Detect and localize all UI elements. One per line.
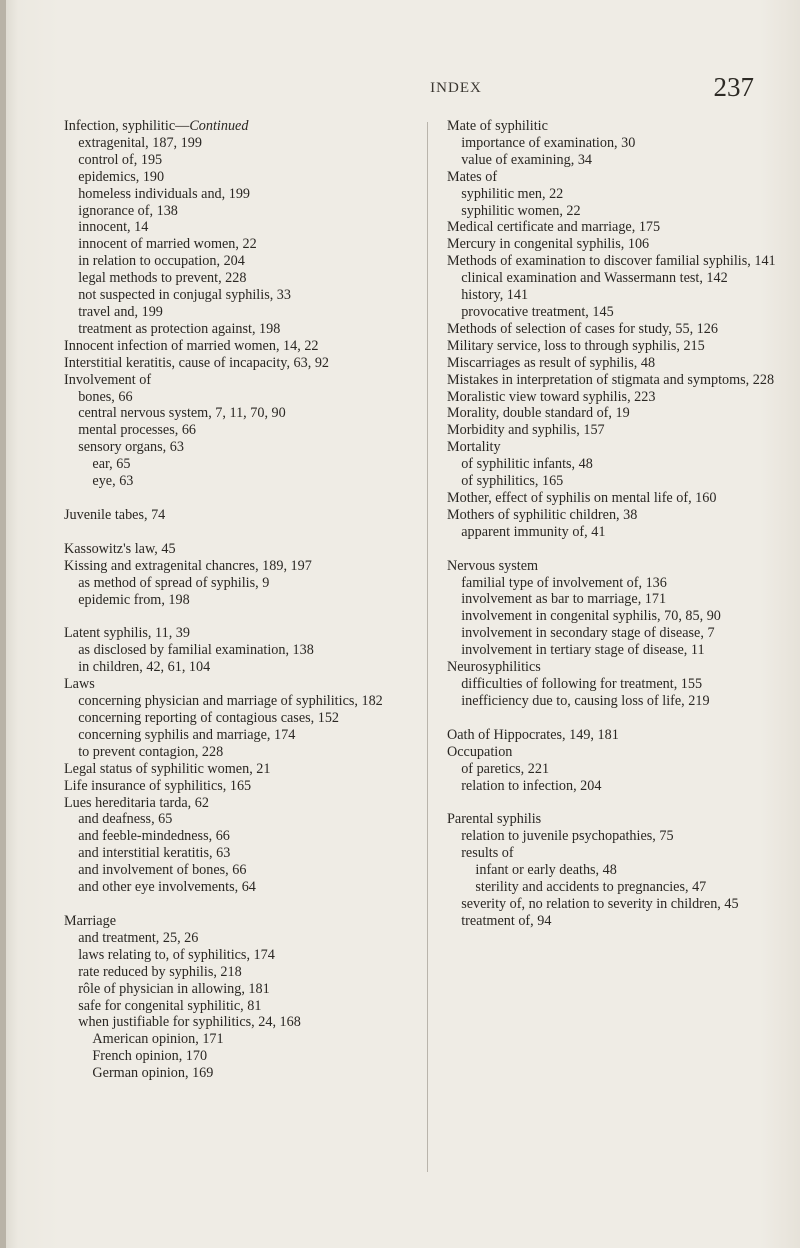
index-entry-continued: Continued xyxy=(189,118,249,134)
index-entry-text: Mistakes in interpretation of stigmata and symptoms, 228 xyxy=(447,371,775,388)
index-entry-text: and other eye involvements, 64 xyxy=(78,879,256,896)
index-subentry xyxy=(64,219,426,236)
index-subentry xyxy=(64,1048,426,1065)
index-entry-text: when justifiable for syphilitics, 24, 168 xyxy=(78,1014,301,1031)
running-header-title: INDEX xyxy=(430,80,482,96)
index-entry-text: bones, 66 xyxy=(78,388,133,405)
index-subentry xyxy=(64,947,426,964)
index-subentry xyxy=(64,693,426,710)
index-subentry xyxy=(447,761,783,778)
index-entry-text: treatment as protection against, 198 xyxy=(78,320,281,337)
index-entry-text: Methods of examination to discover familial syphilis, 141 xyxy=(447,253,776,270)
index-subentry xyxy=(447,693,783,710)
index-entry-text: innocent, 14 xyxy=(78,219,149,236)
index-entry-text: mental processes, 66 xyxy=(78,422,197,439)
index-entry-text: inefficiency due to, causing loss of life, 219 xyxy=(461,692,710,709)
index-entry xyxy=(64,676,426,693)
index-entry xyxy=(447,219,783,236)
index-entry-text: homeless individuals and, 199 xyxy=(78,185,251,202)
index-entry xyxy=(64,778,426,795)
index-entry-text: American opinion, 171 xyxy=(92,1031,224,1048)
index-subentry xyxy=(64,169,426,186)
index-entry-text: travel and, 199 xyxy=(78,303,163,320)
index-entry xyxy=(447,389,783,406)
index-subentry xyxy=(64,981,426,998)
index-subentry xyxy=(64,439,426,456)
index-entry-text: Lues hereditaria tarda, 62 xyxy=(64,794,209,811)
index-subentry xyxy=(64,135,426,152)
index-entry-text: sensory organs, 63 xyxy=(78,439,184,456)
index-column-left xyxy=(64,118,426,1082)
index-entry xyxy=(64,913,426,930)
index-entry-text: Occupation xyxy=(447,743,513,760)
index-entry-text: concerning reporting of contagious cases, 152 xyxy=(78,710,340,726)
index-subentry xyxy=(64,236,426,253)
index-entry-text: and treatment, 25, 26 xyxy=(78,929,199,946)
index-entry-text: Oath of Hippocrates, 149, 181 xyxy=(447,726,619,743)
index-subentry xyxy=(447,524,783,541)
index-entry xyxy=(447,727,783,744)
index-entry-text: Military service, loss to through syphilis, 215 xyxy=(447,337,705,354)
index-subentry xyxy=(447,575,783,592)
index-entry-text: ignorance of, 138 xyxy=(78,202,178,219)
index-subentry xyxy=(447,828,783,845)
index-subentry xyxy=(447,456,783,473)
index-subentry xyxy=(447,608,783,625)
index-entry-text: Latent syphilis, 11, 39 xyxy=(64,625,190,642)
index-entry-text: results of xyxy=(461,845,514,862)
index-entry-text: relation to infection, 204 xyxy=(461,777,602,794)
index-subentry xyxy=(447,642,783,659)
index-subentry xyxy=(447,304,783,321)
index-entry-text: Mortality xyxy=(447,439,501,456)
index-subentry xyxy=(64,642,426,659)
index-subentry xyxy=(447,913,783,930)
index-subentry xyxy=(64,186,426,203)
index-entry xyxy=(64,761,426,778)
index-subentry xyxy=(64,964,426,981)
index-subentry xyxy=(64,727,426,744)
index-entry-text: legal methods to prevent, 228 xyxy=(78,270,247,287)
index-entry-text: Parental syphilis xyxy=(447,811,542,828)
index-entry xyxy=(447,439,783,456)
index-entry-text: Kassowitz's law, 45 xyxy=(64,540,176,557)
index-subentry xyxy=(64,287,426,304)
index-entry-text: relation to juvenile psychopathies, 75 xyxy=(461,828,674,845)
index-subentry xyxy=(447,879,783,896)
index-entry-text: extragenital, 187, 199 xyxy=(78,134,202,151)
index-entry-text: of syphilitics, 165 xyxy=(461,473,564,490)
index-entry-text: Neurosyphilitics xyxy=(447,659,541,676)
index-entry-text: as disclosed by familial examination, 138 xyxy=(78,642,314,659)
index-subentry xyxy=(64,575,426,592)
page-spine-shadow xyxy=(0,0,6,1248)
index-subentry xyxy=(64,592,426,609)
index-entry xyxy=(64,795,426,812)
index-subentry xyxy=(64,862,426,879)
index-entry-text: Mercury in congenital syphilis, 106 xyxy=(447,236,650,253)
index-entry xyxy=(64,372,426,389)
index-subentry xyxy=(64,845,426,862)
index-entry-text: familial type of involvement of, 136 xyxy=(461,574,667,591)
index-subentry xyxy=(64,879,426,896)
index-entry-text: Involvement of xyxy=(64,371,152,388)
index-entry-text: Methods of selection of cases for study, 55, 126 xyxy=(447,320,718,337)
index-subentry xyxy=(447,845,783,862)
index-entry-text: and feeble-mindedness, 66 xyxy=(78,828,230,845)
index-subentry xyxy=(447,625,783,642)
index-entry-text: Medical certificate and marriage, 175 xyxy=(447,219,661,236)
index-entry-text: ear, 65 xyxy=(92,456,131,473)
index-subentry xyxy=(447,152,783,169)
index-subentry xyxy=(447,135,783,152)
index-subentry xyxy=(64,1031,426,1048)
index-entry-text: apparent immunity of, 41 xyxy=(461,523,606,540)
index-entry-text: Laws xyxy=(64,676,95,693)
index-entry xyxy=(447,236,783,253)
index-subentry xyxy=(64,321,426,338)
index-entry-text: safe for congenital syphilitic, 81 xyxy=(78,997,262,1014)
index-subentry xyxy=(447,862,783,879)
index-entry-text: in relation to occupation, 204 xyxy=(78,253,245,270)
index-entry xyxy=(447,422,783,439)
index-entry-text: as method of spread of syphilis, 9 xyxy=(78,574,270,591)
index-column-right xyxy=(447,118,783,930)
index-entry-text: Mother, effect of syphilis on mental life of, 160 xyxy=(447,489,717,506)
index-entry-text: and deafness, 65 xyxy=(78,811,173,828)
index-entry-text: and interstitial keratitis, 63 xyxy=(78,845,231,862)
index-subentry xyxy=(64,253,426,270)
index-entry-text: and involvement of bones, 66 xyxy=(78,862,247,879)
index-subentry xyxy=(64,1014,426,1031)
index-entry xyxy=(64,355,426,372)
index-entry xyxy=(64,558,426,575)
index-entry xyxy=(64,507,426,524)
index-entry-text: syphilitic women, 22 xyxy=(461,202,581,219)
index-entry-text: central nervous system, 7, 11, 70, 90 xyxy=(78,405,286,422)
index-entry-text: concerning syphilis and marriage, 174 xyxy=(78,726,296,743)
index-entry-text: laws relating to, of syphilitics, 174 xyxy=(78,946,275,963)
index-entry xyxy=(447,169,783,186)
index-entry xyxy=(64,541,426,558)
index-entry-text: Life insurance of syphilitics, 165 xyxy=(64,777,252,794)
index-entry-text: Juvenile tabes, 74 xyxy=(64,506,166,523)
index-entry-text: involvement in congenital syphilis, 70, 85, 90 xyxy=(461,608,721,625)
index-entry xyxy=(447,659,783,676)
index-entry-text: infant or early deaths, 48 xyxy=(475,862,617,879)
index-entry xyxy=(64,118,426,135)
index-entry xyxy=(64,338,426,355)
index-entry-text: French opinion, 170 xyxy=(92,1048,208,1065)
index-entry xyxy=(64,625,426,642)
index-subentry xyxy=(447,676,783,693)
index-entry-text: Mothers of syphilitic children, 38 xyxy=(447,506,638,523)
index-entry-text: epidemic from, 198 xyxy=(78,591,190,608)
index-entry xyxy=(447,558,783,575)
index-subentry xyxy=(447,473,783,490)
index-entry xyxy=(447,253,783,270)
index-entry-text: value of examining, 34 xyxy=(461,151,593,168)
index-subentry xyxy=(64,998,426,1015)
index-entry-text: difficulties of following for treatment, 155 xyxy=(461,676,703,692)
index-subentry xyxy=(447,186,783,203)
index-entry-text: severity of, no relation to severity in children, 45 xyxy=(461,895,739,912)
index-subentry xyxy=(64,405,426,422)
index-subentry xyxy=(64,456,426,473)
index-entry-text: Kissing and extragenital chancres, 189, 197 xyxy=(64,557,312,574)
index-entry-text: rate reduced by syphilis, 218 xyxy=(78,963,242,980)
index-entry-text: rôle of physician in allowing, 181 xyxy=(78,980,270,997)
index-entry xyxy=(447,118,783,135)
index-subentry xyxy=(447,591,783,608)
index-subentry xyxy=(64,389,426,406)
index-entry-text: Interstitial keratitis, cause of incapacity, 63, 92 xyxy=(64,354,330,371)
index-subentry xyxy=(64,930,426,947)
index-entry-text: importance of examination, 30 xyxy=(461,134,636,151)
index-entry-text: Nervous system xyxy=(447,557,539,574)
index-entry-text: eye, 63 xyxy=(92,473,134,490)
index-entry-text: involvement in secondary stage of disease, 7 xyxy=(461,625,715,642)
index-entry xyxy=(447,507,783,524)
index-entry xyxy=(447,321,783,338)
index-subentry xyxy=(64,710,426,727)
column-divider xyxy=(427,122,428,1172)
index-subentry xyxy=(64,828,426,845)
index-entry xyxy=(447,490,783,507)
index-entry-text: Marriage xyxy=(64,912,116,929)
index-entry-text: concerning physician and marriage of syphilitics, 182 xyxy=(78,693,383,710)
index-subentry xyxy=(447,778,783,795)
index-entry xyxy=(447,372,783,389)
index-entry-text: in children, 42, 61, 104 xyxy=(78,659,211,676)
index-subentry xyxy=(64,304,426,321)
index-entry-text: German opinion, 169 xyxy=(92,1065,214,1082)
page-number: 237 xyxy=(713,72,754,102)
index-entry-text: Morality, double standard of, 19 xyxy=(447,405,630,422)
index-subentry xyxy=(447,203,783,220)
index-subentry xyxy=(447,287,783,304)
index-entry-text: history, 141 xyxy=(461,287,529,304)
index-entry-text: innocent of married women, 22 xyxy=(78,236,257,253)
index-entry-text: Innocent infection of married women, 14, 22 xyxy=(64,337,319,354)
index-subentry xyxy=(64,203,426,220)
index-entry-text: epidemics, 190 xyxy=(78,168,165,185)
index-entry-text: syphilitic men, 22 xyxy=(461,185,564,202)
index-entry-text: provocative treatment, 145 xyxy=(461,303,614,320)
index-entry-text: treatment of, 94 xyxy=(461,912,552,929)
index-subentry xyxy=(64,744,426,761)
index-entry-text: Moralistic view toward syphilis, 223 xyxy=(447,388,656,405)
index-entry xyxy=(447,811,783,828)
index-subentry xyxy=(64,659,426,676)
index-entry xyxy=(447,405,783,422)
index-subentry xyxy=(64,1065,426,1082)
index-entry-text: Legal status of syphilitic women, 21 xyxy=(64,760,271,777)
index-entry-text: Morbidity and syphilis, 157 xyxy=(447,422,605,439)
index-entry-text: of paretics, 221 xyxy=(461,760,550,777)
index-subentry xyxy=(64,473,426,490)
index-entry-text: Mates of xyxy=(447,168,498,185)
index-entry-text: not suspected in conjugal syphilis, 33 xyxy=(78,287,291,304)
index-entry-text: clinical examination and Wassermann test, 142 xyxy=(461,270,728,287)
index-entry xyxy=(447,744,783,761)
index-subentry xyxy=(447,896,783,913)
index-subentry xyxy=(64,422,426,439)
index-entry xyxy=(447,355,783,372)
index-entry-text: involvement in tertiary stage of disease, 11 xyxy=(461,642,705,659)
index-entry-text: Mate of syphilitic xyxy=(447,118,548,134)
index-subentry xyxy=(447,270,783,287)
index-entry-text: Miscarriages as result of syphilis, 48 xyxy=(447,354,656,371)
index-entry-text: sterility and accidents to pregnancies, 47 xyxy=(475,879,707,896)
index-entry-text: involvement as bar to marriage, 171 xyxy=(461,591,667,608)
index-entry-text: Infection, syphilitic— xyxy=(64,118,190,134)
index-entry-text: to prevent contagion, 228 xyxy=(78,743,224,760)
index-subentry xyxy=(64,811,426,828)
index-entry-text: control of, 195 xyxy=(78,151,163,168)
index-subentry xyxy=(64,152,426,169)
index-subentry xyxy=(64,270,426,287)
index-entry xyxy=(447,338,783,355)
index-entry-text: of syphilitic infants, 48 xyxy=(461,456,593,473)
